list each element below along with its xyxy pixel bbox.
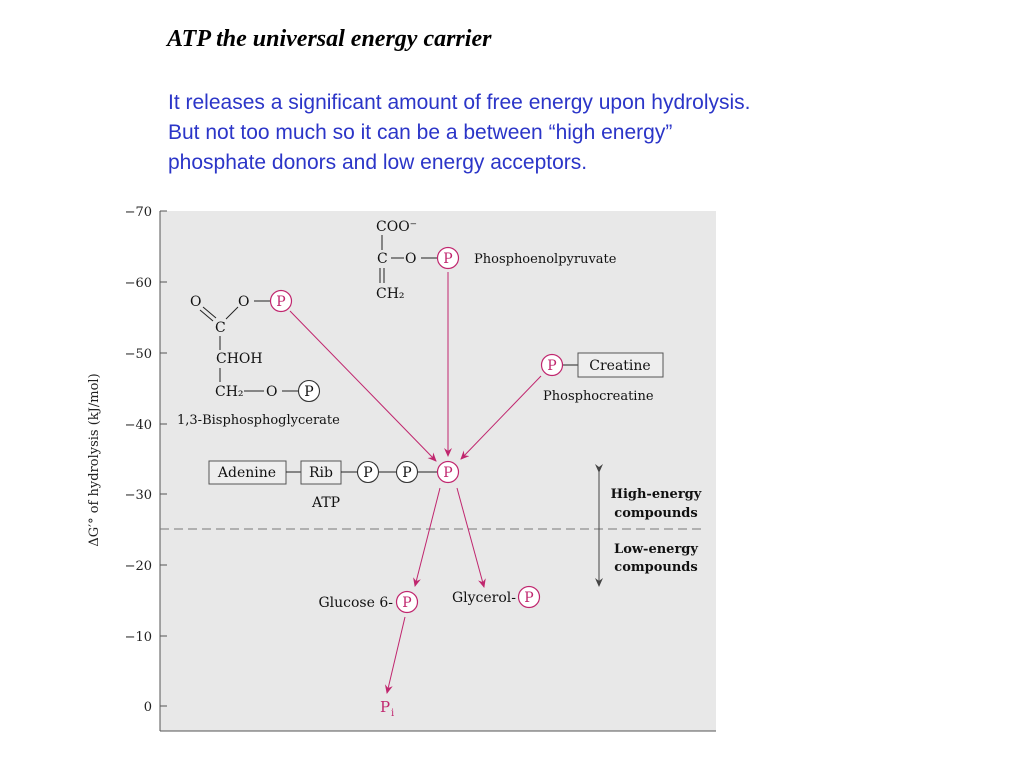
atp-gamma-phosphate-icon — [438, 462, 459, 483]
pi-label: P — [380, 698, 391, 716]
bpg-o2-label: O — [266, 384, 278, 400]
atp-alpha-phosphate-icon — [358, 462, 379, 483]
y-tick-label: −60 — [124, 276, 152, 291]
y-tick-label: −50 — [124, 347, 152, 362]
ribose-label: Rib — [309, 465, 333, 481]
svg-text:P: P — [547, 358, 557, 374]
g6p-name: Glucose 6- — [318, 595, 393, 611]
legend-low-line1: Low-energy — [614, 542, 698, 557]
y-axis-title: ΔG′° of hydrolysis (kJ/mol) — [87, 373, 102, 547]
adenine-label: Adenine — [217, 465, 277, 481]
y-tick-label: −70 — [124, 205, 152, 220]
y-tick-label: −20 — [124, 559, 152, 574]
glucose-6-phosphate — [318, 592, 417, 613]
legend-low-line2: compounds — [614, 560, 698, 575]
y-tick-label: −40 — [124, 418, 152, 433]
legend-high-line1: High-energy — [610, 487, 702, 502]
description-line-1: It releases a significant amount of free energy upon hydrolysis. — [168, 91, 751, 114]
svg-text:P: P — [276, 294, 286, 310]
description-line-3: phosphate donors and low energy acceptors. — [168, 151, 588, 174]
legend-high-line2: compounds — [614, 506, 698, 521]
pcr-name: Phosphocreatine — [543, 389, 654, 404]
y-tick-label: 0 — [143, 700, 152, 715]
bpg-ch2-label: CH₂ — [215, 384, 244, 400]
svg-text:P: P — [524, 590, 534, 606]
pep-o-label: O — [405, 251, 417, 267]
creatine-label: Creatine — [589, 358, 651, 374]
bpg-o-top: O — [190, 294, 202, 310]
slide-title: ATP the universal energy carrier — [167, 26, 492, 52]
svg-text:P: P — [402, 465, 412, 481]
description-line-2: But not too much so it can be a between “high energy” — [168, 121, 673, 144]
pep-phosphate-icon — [438, 248, 459, 269]
bpg-name: 1,3-Bisphosphoglycerate — [177, 413, 340, 428]
svg-text:P: P — [363, 465, 373, 481]
g3p-phosphate-icon — [519, 587, 540, 608]
atp-name: ATP — [312, 495, 341, 511]
pep-name: Phosphoenolpyruvate — [474, 252, 617, 267]
svg-text:P: P — [304, 384, 314, 400]
glycerol-phosphate — [452, 587, 540, 608]
svg-text:P: P — [443, 465, 453, 481]
bpg-phosphate-icon — [271, 291, 292, 312]
g3p-name: Glycerol- — [451, 590, 516, 606]
y-tick-label: −10 — [124, 630, 152, 645]
svg-text:P: P — [402, 595, 412, 611]
pep-coo-label: COO⁻ — [376, 219, 418, 235]
bpg-phosphate-plain-icon — [299, 381, 320, 402]
g6p-phosphate-icon — [397, 592, 418, 613]
bpg-choh-label: CHOH — [216, 351, 263, 367]
pcr-phosphate-icon — [542, 355, 563, 376]
bpg-o-link: O — [238, 294, 250, 310]
pi-subscript: i — [391, 708, 395, 719]
bpg-c-label: C — [215, 320, 226, 336]
atp-beta-phosphate-icon — [397, 462, 418, 483]
pep-c-label: C — [377, 251, 388, 267]
svg-text:P: P — [443, 251, 453, 267]
y-tick-label: −30 — [124, 488, 152, 503]
pep-ch2-label: CH₂ — [376, 286, 405, 302]
